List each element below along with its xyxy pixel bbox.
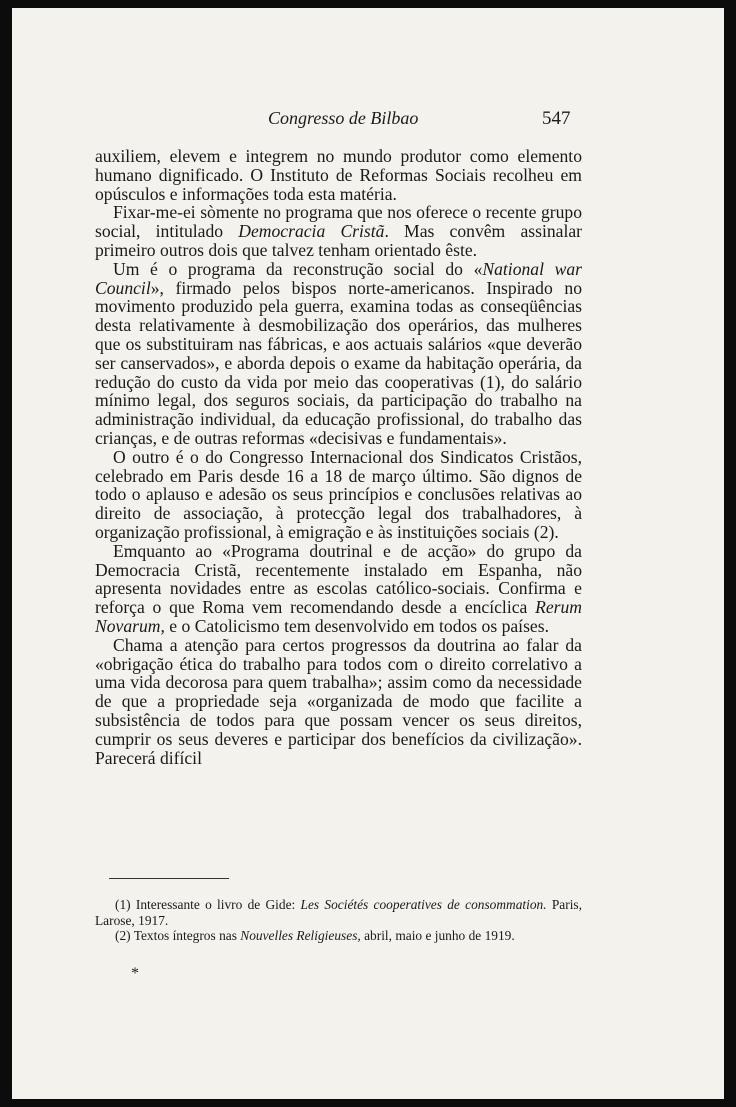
paragraph-2-text-a: Fixar-me-ei sòmente no programa que nos oferece o recente grupo social, intitulado <box>95 202 582 242</box>
paragraph-5-text-a: Emquanto ao «Programa doutrinal e de acção» do grupo da Democracia Cristã, recentemente instalado em Espanha, não apresenta novidades entre as escolas católico-sociais. Confirma e reforça o que Roma vem recomendando desde a encíclica <box>95 540 582 618</box>
footnote-2-emphasis: Nouvelles Religieuses, <box>240 928 361 943</box>
body-text <box>95 147 582 767</box>
paragraph-2 <box>95 203 582 259</box>
footnote-1-text-a: (1) Interessante o livro de Gide: <box>115 897 301 912</box>
paragraph-2-text-b: . Mas convêm assinalar primeiro outros dois que talvez tenham orientado êste. <box>95 221 582 260</box>
paragraph-5-text-b: e o Catolicismo tem desenvolvido em todos os países. <box>164 615 549 636</box>
footnote-1-text-b: Paris, Larose, 1917. <box>95 897 582 928</box>
footnote-2 <box>95 928 582 944</box>
footnotes <box>95 897 582 944</box>
paragraph-5 <box>95 542 582 636</box>
footnote-divider <box>109 878 229 879</box>
paragraph-1: auxiliem, elevem e integrem no mundo produtor como elemento humano dignificado. O Instituto de Reformas Sociais recolheu em opúsculos e informações toda esta matéria. <box>95 146 582 204</box>
footnote-1-emphasis: Les Sociétés cooperatives de consommation. <box>300 897 547 912</box>
footnote-1 <box>95 897 582 928</box>
paragraph-4: O outro é o do Congresso Internacional dos Sindicatos Cristãos, celebrado em Paris desde 16 a 18 de março último. São dignos de todo o aplauso e adesão os seus princípios e conclusões relativas ao direito de associação, à protecção legal dos trabalhadores, à organização profissional, à emigração e às instituições sociais (2). <box>95 446 582 542</box>
paragraph-3-emphasis: National war Council <box>95 258 582 298</box>
paragraph-6: Chama a atenção para certos progressos da doutrina ao falar da «obrigação ética do trabalho para todos com o direito correlativo a uma vida decorosa para quem trabalha»; assim como da necessidade de que a propriedade seja «organizada de modo que facilite a subsistência de todos para que possam vencer os seus direitos, cumprir os seus deveres e participar dos benefícios da civilização». Parecerá difícil <box>95 634 582 768</box>
paragraph-3 <box>95 260 582 448</box>
paragraph-5-emphasis: Rerum Novarum, <box>95 597 582 636</box>
footnote-2-text-b: abril, maio e junho de 1919. <box>360 928 515 943</box>
paragraph-3-text-a: Um é o programa da reconstrução social do « <box>113 258 483 279</box>
page-header <box>12 108 724 132</box>
asterisk-mark: * <box>131 965 139 982</box>
paragraph-2-emphasis: Democracia Cristã <box>238 221 385 242</box>
paragraph-3-text-b: », firmado pelos bispos norte-americanos. Inspirado no movimento produzido pela guerra, examina todas as conseqüências desta relativamente à desmobilização dos operários, das mulheres que os substituiram nas fábricas, e aos actuais salários «que deverão ser canservados», e aborda depois o exame da habitação operária, da redução do custo da vida por meio das cooperativas (1), do salário mínimo legal, dos seguros sociais, da participação do trabalho na administração individual, da educação profissional, do trabalho das crianças, e de outras reformas «decisivas e fundamentais». <box>95 277 582 448</box>
running-title: Congresso de Bilbao <box>268 108 419 128</box>
page-number: 547 <box>542 108 571 129</box>
book-page <box>12 8 724 1099</box>
footnote-2-text-a: (2) Textos íntegros nas <box>115 928 241 943</box>
